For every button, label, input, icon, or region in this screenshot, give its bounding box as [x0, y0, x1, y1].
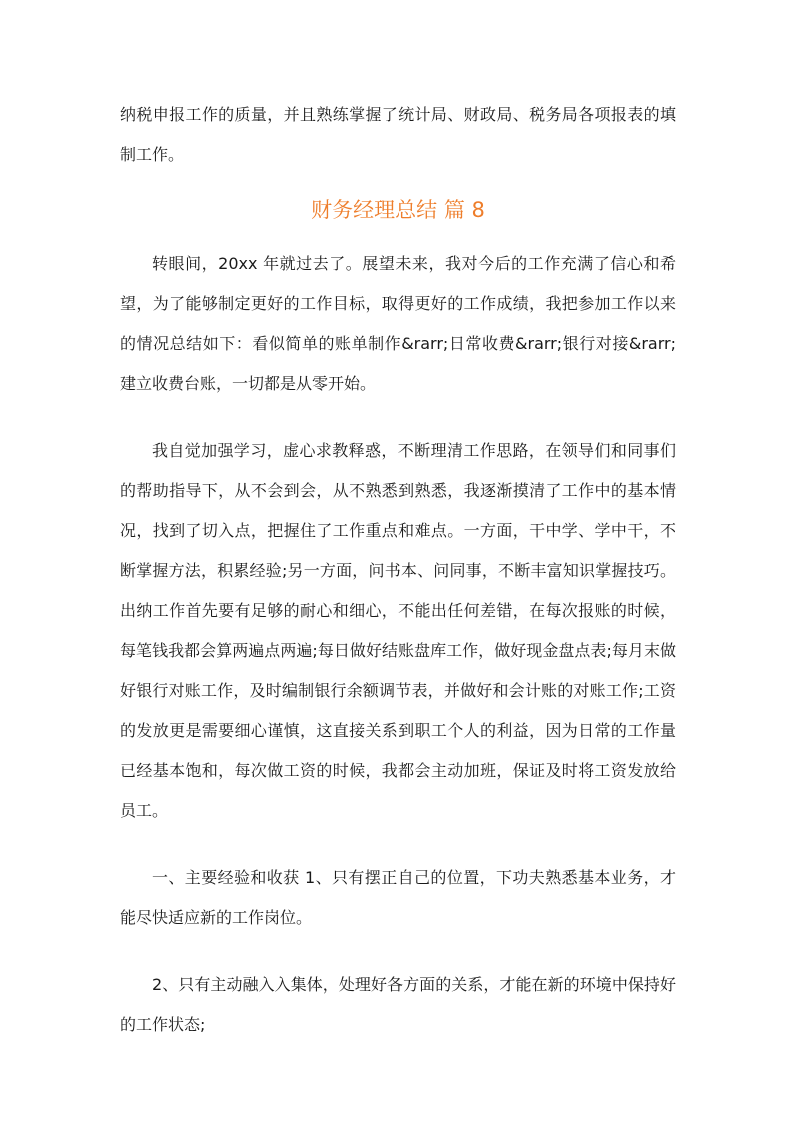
document-page — [120, 95, 676, 1045]
body-paragraph-1: 转眼间，20xx 年就过去了。展望未来，我对今后的工作充满了信心和希望，为了能够制定更好的工作目标，取得更好的工作成绩，我把参加工作以来的情况总结如下：看似简单的账单制作&rarr;日常收费&rarr;银行对接&rarr;建立收费台账，一切都是从零开始。 — [120, 254, 676, 393]
body-paragraph-3: 一、主要经验和收获 1、只有摆正自己的位置，下功夫熟悉基本业务，才能尽快适应新的工作岗位。 — [120, 868, 676, 927]
body-paragraph-2: 我自觉加强学习，虚心求教释惑，不断理清工作思路，在领导们和同事们的帮助指导下，从不会到会，从不熟悉到熟悉，我逐渐摸清了工作中的基本情况，找到了切入点，把握住了工作重点和难点。一方面，干中学、学中干，不断掌握方法，积累经验;另一方面，问书本、问同事，不断丰富知识掌握技巧。出纳工作首先要有足够的耐心和细心，不能出任何差错，在每次报账的时候，每笔钱我都会算两遍点两遍;每日做好结账盘库工作，做好现金盘点表;每月末做好银行对账工作，及时编制银行余额调节表，并做好和会计账的对账工作;工资的发放更是需要细心谨慎，这直接关系到职工个人的利益，因为日常的工作量已经基本饱和，每次做工资的时候，我都会主动加班，保证及时将工资发放给员工。 — [120, 441, 676, 820]
body-paragraph-4: 2、只有主动融入入集体，处理好各方面的关系，才能在新的环境中保持好的工作状态; — [120, 975, 676, 1034]
intro-paragraph: 纳税申报工作的质量，并且熟练掌握了统计局、财政局、税务局各项报表的填制工作。 — [120, 105, 676, 164]
section-heading: 财务经理总结 篇 8 — [311, 198, 485, 222]
